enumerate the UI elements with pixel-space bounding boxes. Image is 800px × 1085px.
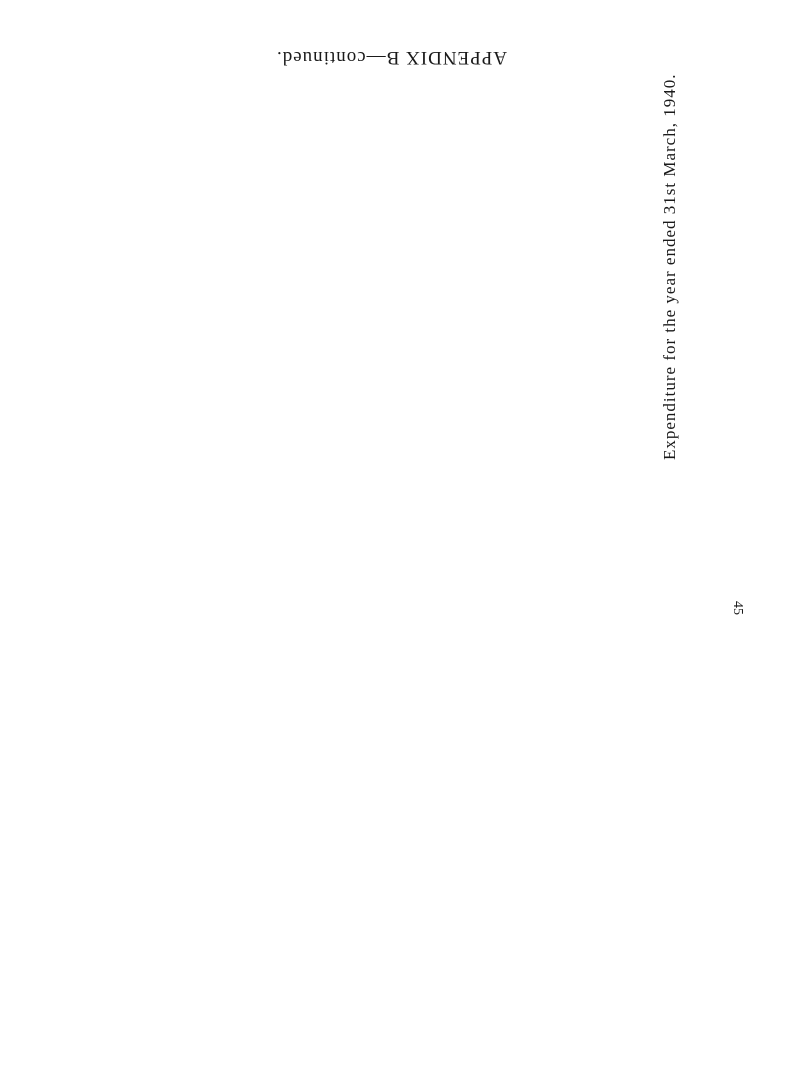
appendix-heading: APPENDIX B—continued. bbox=[275, 47, 508, 68]
rotated-table-block bbox=[40, 73, 760, 1040]
page-number: 45 bbox=[730, 601, 745, 615]
table-title: Expenditure for the year ended 31st March, 1940. bbox=[660, 73, 679, 460]
